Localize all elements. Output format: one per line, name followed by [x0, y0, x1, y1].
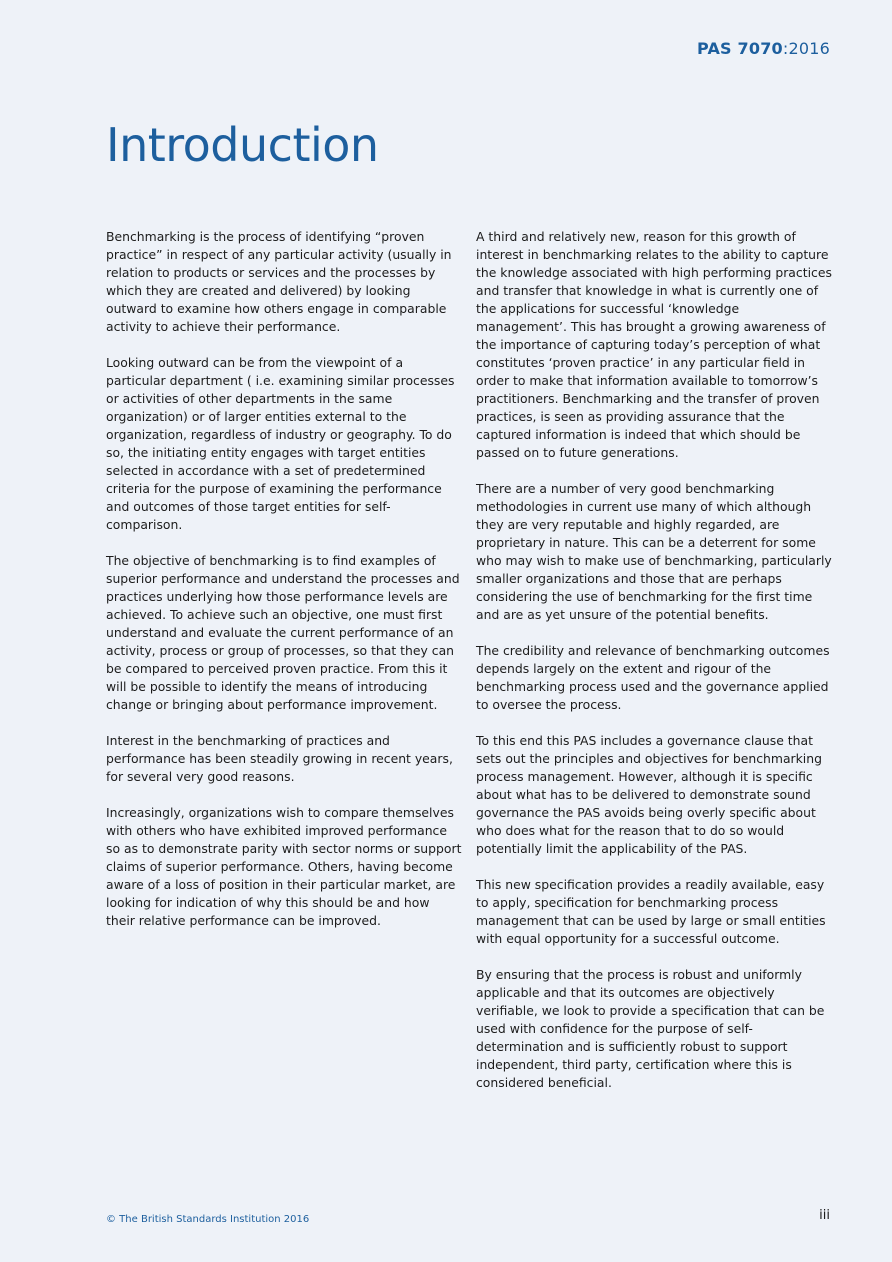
- standard-year: :2016: [782, 39, 830, 58]
- copyright-notice: © The British Standards Institution 2016: [106, 1214, 310, 1225]
- paragraph: A third and relatively new, reason for this growth of interest in benchmarking relates to the ability to capture the knowledge associated with high performing practices and transfer that knowledge in what is currently one of the applications for successful ‘knowledge management’. This has brought a growing awareness of the importance of capturing today’s perception of what constitutes ‘proven practice’ in any particular field in order to make that information available to tomorrow’s practitioners. Benchmarking and the transfer of proven practices, is seen as providing assurance that the captured information is indeed that which should be passed on to future generations.: [476, 229, 832, 460]
- right-column: [476, 228, 832, 1110]
- standard-code: PAS 7070: [697, 39, 783, 58]
- page-number: iii: [819, 1208, 830, 1223]
- paragraph: Increasingly, organizations wish to compare themselves with others who have exhibited improved performance so as to demonstrate parity with sector norms or support claims of superior performance. Others, having become aware of a loss of position in their particular market, are looking for indication of why this should be and how their relative performance can be improved.: [106, 805, 462, 928]
- paragraph: Looking outward can be from the viewpoint of a particular department ( i.e. examining similar processes or activities of other departments in the same organization) or of larger entities external to the organization, regardless of industry or geography. To do so, the initiating entity engages with target entities selected in accordance with a set of predetermined criteria for the purpose of examining the performance and outcomes of those target entities for self-comparison.: [106, 355, 455, 532]
- paragraph: The credibility and relevance of benchmarking outcomes depends largely on the extent and rigour of the benchmarking process used and the governance applied to oversee the process.: [476, 643, 830, 712]
- paragraph: This new specification provides a readily available, easy to apply, specification for benchmarking process management that can be used by large or small entities with equal opportunity for a successful outcome.: [476, 877, 826, 946]
- paragraph: By ensuring that the process is robust and uniformly applicable and that its outcomes are objectively verifiable, we look to provide a specification that can be used with confidence for the purpose of self-determination and is sufficiently robust to support independent, third party, certification where this is considered beneficial.: [476, 967, 825, 1090]
- standard-identifier: [697, 39, 830, 58]
- paragraph: The objective of benchmarking is to find examples of superior performance and understand the processes and practices underlying how those performance levels are achieved. To achieve such an objective, one must first understand and evaluate the current performance of an activity, process or group of processes, so that they can be compared to perceived proven practice. From this it will be possible to identify the means of introducing change or bringing about performance improvement.: [106, 553, 460, 712]
- paragraph: There are a number of very good benchmarking methodologies in current use many of which although they are very reputable and highly regarded, are proprietary in nature. This can be a deterrent for some who may wish to make use of benchmarking, particularly smaller organizations and those that are perhaps considering the use of benchmarking for the first time and are as yet unsure of the potential benefits.: [476, 481, 832, 622]
- page-title: Introduction: [106, 118, 379, 172]
- paragraph: Interest in the benchmarking of practices and performance has been steadily growing in recent years, for several very good reasons.: [106, 733, 453, 784]
- left-column: [106, 228, 462, 948]
- paragraph: To this end this PAS includes a governance clause that sets out the principles and objectives for benchmarking process management. However, although it is specific about what has to be delivered to demonstrate sound governance the PAS avoids being overly specific about who does what for the reason that to do so would potentially limit the applicability of the PAS.: [476, 733, 822, 856]
- paragraph: Benchmarking is the process of identifying “proven practice” in respect of any particular activity (usually in relation to products or services and the processes by which they are created and delivered) by looking outward to examine how others engage in comparable activity to achieve their performance.: [106, 229, 452, 334]
